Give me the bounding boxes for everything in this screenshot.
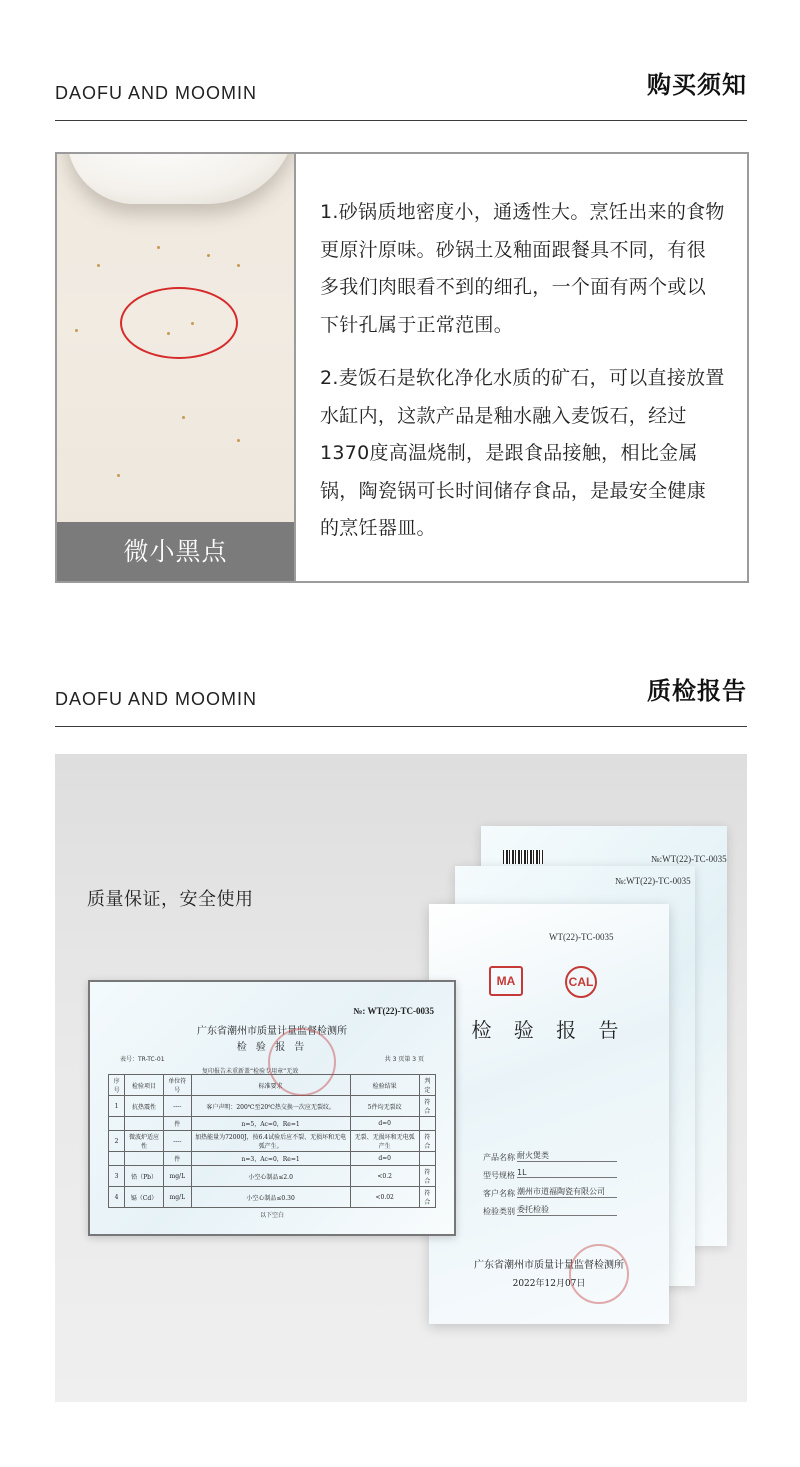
cma-logo-icon: MA [489, 966, 523, 996]
table-cell: <0.2 [350, 1166, 419, 1187]
table-row [109, 1096, 436, 1117]
table-cell: 加热能量为72000J，按6.4试验后应不裂、无损坏和无电弧产生。 [191, 1131, 350, 1152]
table-cell: <0.02 [350, 1187, 419, 1208]
notice-panel [55, 152, 749, 583]
table-cell: n=3，Ac=0，Re=1 [191, 1152, 350, 1166]
field-label: 型号规格 [483, 1171, 515, 1180]
col-header: 检验结果 [350, 1075, 419, 1096]
photo-caption: 微小黑点 [57, 522, 294, 581]
table-row [109, 1152, 436, 1166]
table-cell: ---- [163, 1096, 191, 1117]
table-cell: 符合 [419, 1096, 435, 1117]
table-cell: 5件均无裂纹 [350, 1096, 419, 1117]
table-cell: 2 [109, 1131, 125, 1152]
section-title: 质检报告 [647, 677, 747, 705]
table-cell [125, 1152, 164, 1166]
quality-report-area [55, 754, 747, 1402]
table-row [109, 1131, 436, 1152]
table-cell: d=0 [350, 1117, 419, 1131]
guarantee-text: 质量保证，安全使用 [87, 889, 254, 910]
speck [182, 416, 185, 419]
page-count: 共 3 页第 3 页 [384, 1056, 424, 1063]
speck [75, 329, 78, 332]
report-cover [429, 904, 669, 1324]
speck [237, 264, 240, 267]
field-label: 产品名称 [483, 1153, 515, 1162]
table-cell: 件 [163, 1152, 191, 1166]
brand-label: DAOFU AND MOOMIN [55, 83, 258, 103]
col-header: 单位符号 [163, 1075, 191, 1096]
sheet-title: 检 验 报 告 [236, 1042, 308, 1053]
table-cell: 件 [163, 1117, 191, 1131]
official-seal-icon [268, 1028, 336, 1096]
table-cell [125, 1117, 164, 1131]
notice-text [320, 194, 725, 564]
bowl-image [67, 154, 296, 204]
table-row [109, 1117, 436, 1131]
blank-note: 以下空白 [259, 1212, 284, 1219]
copy-note: 复印报告未重新盖“检验专用章”无效 [202, 1068, 299, 1075]
table-cell [109, 1152, 125, 1166]
table-cell: 镉（Cd） [125, 1187, 164, 1208]
table-cell: d=0 [350, 1152, 419, 1166]
field-label: 客户名称 [483, 1189, 515, 1198]
table-cell: 符合 [419, 1131, 435, 1152]
report-number: №:WT(22)-TC-0035 [615, 876, 691, 886]
table-number: 表号：TR-TC-01 [120, 1056, 165, 1063]
section-title: 购买须知 [647, 71, 747, 99]
table-cell: 3 [109, 1166, 125, 1187]
barcode-icon [503, 850, 543, 864]
table-cell: 微波炉适应性 [125, 1131, 164, 1152]
field-label: 检验类别 [483, 1207, 515, 1216]
table-cell: 符合 [419, 1187, 435, 1208]
speck [207, 254, 210, 257]
issuing-org: 广东省潮州市质量计量监督检测所 [474, 1260, 624, 1271]
col-header: 检验项目 [125, 1075, 164, 1096]
table-cell: 符合 [419, 1166, 435, 1187]
inspection-sheet [88, 980, 456, 1236]
sheet-org: 广东省潮州市质量计量监督检测所 [197, 1026, 347, 1037]
speck [157, 246, 160, 249]
report-number: №: WT(22)-TC-0035 [353, 1006, 434, 1016]
table-cell: 铅（Pb） [125, 1166, 164, 1187]
highlight-circle [120, 287, 238, 359]
col-header: 标准要求 [191, 1075, 350, 1096]
table-cell: 抗热震性 [125, 1096, 164, 1117]
table-cell: 1 [109, 1096, 125, 1117]
cal-logo-icon: CAL [565, 966, 597, 998]
cover-title: 检 验 报 告 [471, 1018, 627, 1042]
field-value: 1L [517, 1168, 617, 1178]
report-number: №:WT(22)-TC-0035 [651, 854, 727, 864]
field-value: 委托检验 [517, 1204, 617, 1216]
field-value: 耐火煲类 [517, 1150, 617, 1162]
section-header-report [55, 666, 747, 727]
product-closeup-photo [57, 154, 296, 581]
report-number: WT(22)-TC-0035 [549, 932, 614, 942]
table-row [109, 1187, 436, 1208]
table-cell: 无裂、无损坏和无电弧产生 [350, 1131, 419, 1152]
speck [237, 439, 240, 442]
speck [117, 474, 120, 477]
brand-label: DAOFU AND MOOMIN [55, 689, 258, 709]
table-cell [109, 1117, 125, 1131]
section-header-notice [55, 60, 747, 121]
issue-date: 2022年12月07日 [512, 1279, 586, 1289]
table-cell: 小空心制品≤2.0 [191, 1166, 350, 1187]
official-seal-icon [569, 1244, 629, 1304]
table-cell: 客户声明：200℃至20℃热交换一次应无裂纹。 [191, 1096, 350, 1117]
table-row [109, 1166, 436, 1187]
inspection-table [108, 1074, 436, 1208]
table-cell: mg/L [163, 1166, 191, 1187]
field-value: 潮州市道福陶瓷有限公司 [517, 1186, 617, 1198]
col-header: 判定 [419, 1075, 435, 1096]
notice-paragraph-1: 1.砂锅质地密度小，通透性大。烹饪出来的食物更原汁原味。砂锅土及釉面跟餐具不同，有很多我们肉眼看不到的细孔，一个面有两个或以下针孔属于正常范围。 [320, 201, 725, 336]
table-cell [419, 1117, 435, 1131]
speck [97, 264, 100, 267]
table-cell: 4 [109, 1187, 125, 1208]
col-header: 序号 [109, 1075, 125, 1096]
table-cell [419, 1152, 435, 1166]
table-cell: n=5，Ac=0，Re=1 [191, 1117, 350, 1131]
table-cell: ---- [163, 1131, 191, 1152]
table-cell: mg/L [163, 1187, 191, 1208]
table-cell: 小空心制品≤0.30 [191, 1187, 350, 1208]
notice-paragraph-2: 2.麦饭石是软化净化水质的矿石，可以直接放置水缸内，这款产品是釉水融入麦饭石，经过1370度高温烧制，是跟食品接触，相比金属锅，陶瓷锅可长时间储存食品，是最安全健康的烹饪器皿。 [320, 367, 725, 539]
